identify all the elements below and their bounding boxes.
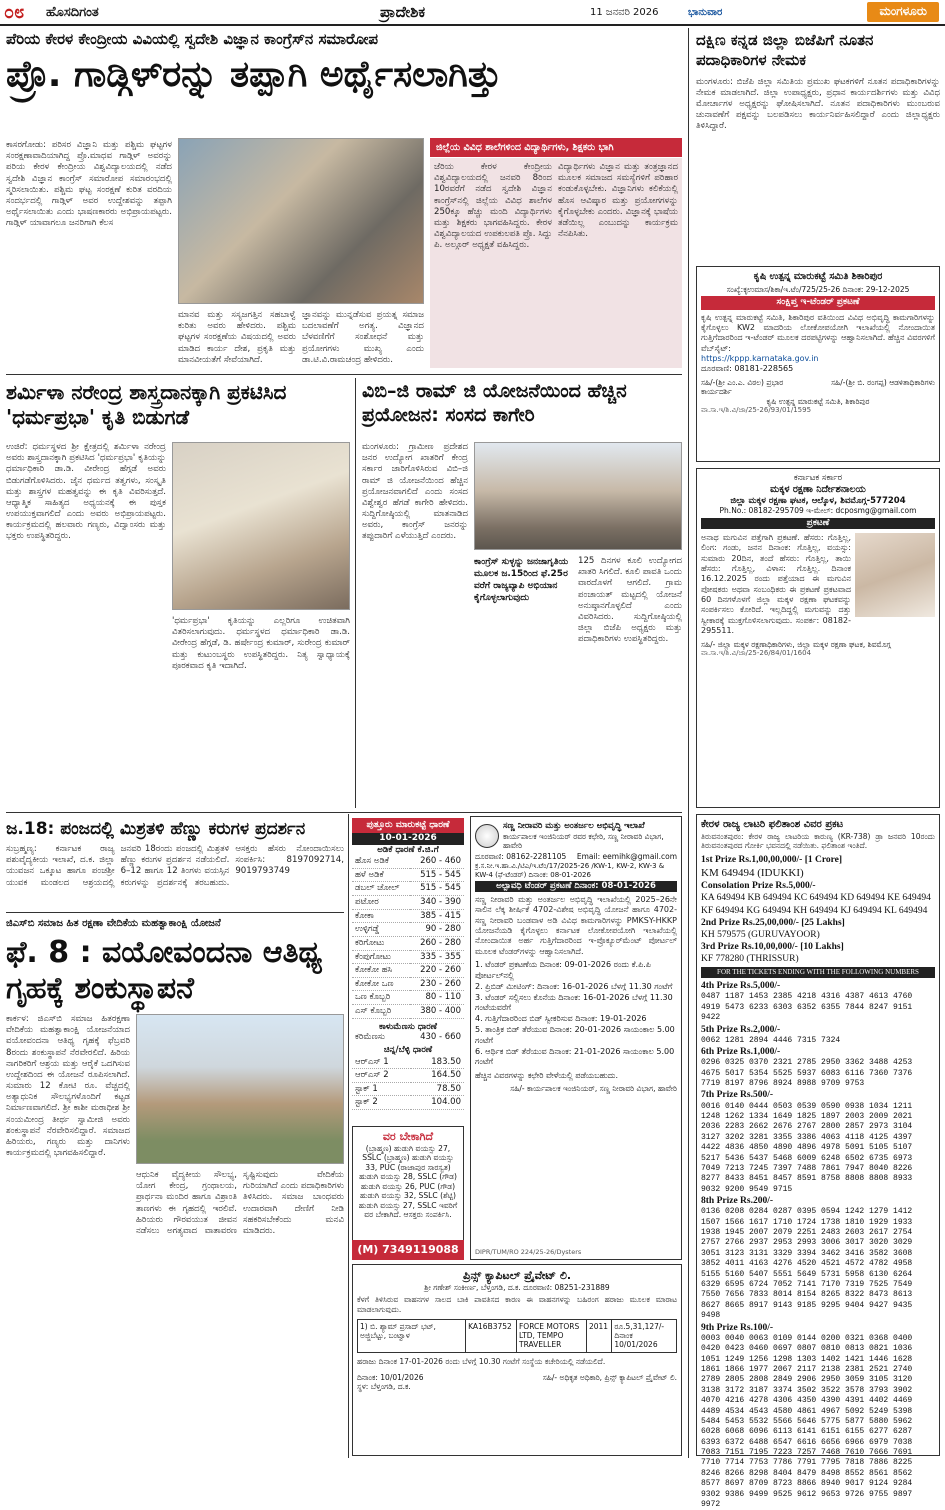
dharmaprabha-photo (172, 442, 350, 610)
bjp-body: ಮಂಗಳೂರು: ಬಿಜೆಪಿ ಜಿಲ್ಲಾ ಸಮಿತಿಯ ಪ್ರಮುಖ ಘಟಕಗಳಿಗೆ ನೂತನ ಪದಾಧಿಕಾರಿಗಳನ್ನು ನೇಮಕ ಮಾಡಲಾಗಿದೆ. ಜಿಲ್ಲಾ ಉಪಾಧ್ಯಕ್ಷರು, ಪ್ರಧಾನ ಕಾರ್ಯದರ್ಶಿಗಳು ಮತ್ತು ವಿವಿಧ ಮೋರ್ಚಾಗಳ ಅಧ್ಯಕ್ಷರನ್ನು ಘೋಷಿಸಲಾಗಿದೆ. ನೂತನ ಪದಾಧಿಕಾರಿಗಳು ಮುಂಬರುವ ಚುನಾವಣೆಗೆ ಪಕ್ಷವನ್ನು ಬಲಪಡಿಸಲು ಕಾರ್ಯನಿರ್ವಹಿಸಲಿದ್ದಾರೆ ಎಂದು ಜಿಲ್ಲಾಧ್ಯಕ್ಷರು ತಿಳಿಸಿದ್ದಾರೆ. (696, 76, 940, 132)
lead-headline: ಪ್ರೊ. ಗಾಡ್ಗಿಳ್‌ರನ್ನು ತಪ್ಪಾಗಿ ಅರ್ಥೈಸಲಾಗಿತ್ತು (6, 54, 502, 95)
irr-footer: ಹೆಚ್ಚಿನ ವಿವರಗಳನ್ನು ಕಛೇರಿ ವೇಳೆಯಲ್ಲಿ ಪಡೆಯಬಹುದು. (475, 1071, 618, 1081)
market-price: 340 - 390 (410, 896, 464, 910)
lottery-seventh-nos: 0016 0140 0444 0503 0539 0590 0938 1034 1211 1248 1262 1334 1649 1825 1897 2003 2009 2021 2036 2283 2662 2676 2767 2800 2857 2973 3104 3127 3202 3281 3355 3386 4063 4118 4125 4397 4422 4836 4850 4890 4896 4978 5091 5105 5107 5217 5436 5437 5468 6009 6248 6502 6735 6973 7049 7213 7245 7397 7488 7861 7947 8040 8226 8277 8433 8451 8457 8591 8758 8808 8808 8933 9032 9200 9549 9715 (701, 1101, 913, 1194)
irr-item: 6. ಆರ್ಥಿಕ ಬಿಡ್ ತೆರೆಯುವ ದಿನಾಂಕ: 21-01-2026 ಸಾಯಂಕಾಲ 5.00 ಗಂಟೆಗೆ (475, 1046, 675, 1067)
market-row (352, 964, 464, 978)
cp-title: ಪ್ರಕಟಣೆ (701, 518, 935, 529)
apmc-sign-2: ಸಹಿ/-(ಶ್ರೀ ಬಿ. ರಂಗಪ್ಪ) ಆಡಳಿತಾಧಿಕಾರಿಗಳು (831, 378, 935, 388)
apmc-link[interactable]: https://kppp.karnataka.gov.in (701, 354, 819, 364)
market-item: ಎಸ್ ಕೊಬ್ಬರಿ (352, 1005, 410, 1019)
irr-ref: ಕ್ರ.ಸ.ನೀ.ಇ.ಹಾ.ವಿ./ಟಿಎ/ಇ.ಟೆಂ/17/2025-26 /KW-1, KW-2, KW-3 & KW-4 (ಫೆ-ಟೆಂಡರ್) ದಿನಾಂಕ: 08-01-2026 (475, 861, 665, 879)
column-divider-2 (355, 378, 356, 808)
lottery-fifth: 5th Prize Rs.2,000/- (701, 1024, 781, 1035)
irr-code: DIPR/TUM/RO 224/25-26/Dysters (475, 1247, 582, 1256)
cp-org-1: ಕರ್ನಾಟಕ ಸರ್ಕಾರ (793, 473, 843, 483)
lottery-eighth-nos: 0136 0208 0284 0287 0395 0594 1242 1279 1412 1507 1566 1617 1710 1724 1738 1810 1929 1933 1938 1945 2007 2079 2251 2483 2603 2617 2754 2757 2766 2937 2953 2993 3006 3017 3020 3029 3051 3123 3131 3329 3394 3462 3416 3582 3608 3852 4011 4163 4276 4520 4521 4572 4782 4958 5155 5160 5407 5551 5649 5731 5958 6130 6264 6329 6595 6724 7052 7141 7170 7319 7525 7549 7550 7656 7833 8014 8154 8265 8322 8473 8613 8627 8665 8917 9143 9185 9295 9404 9427 9435 9498 (701, 1207, 913, 1321)
child-protection-notice (696, 468, 940, 808)
irr-sign: ಸಹಿ/- ಕಾರ್ಯಪಾಲಕ ಇಂಜಿನಿಯರ್, ಸಣ್ಣ ನೀರಾವರಿ ವಿಭಾಗ, ಹಾವೇರಿ (510, 1084, 677, 1094)
apmc-footer: ಕೃಷಿ ಉತ್ಪನ್ನ ಮಾರುಕಟ್ಟೆ ಸಮಿತಿ, ಶಿಕಾರಿಪುರ (766, 396, 870, 406)
calf-headline: ಜ.18: ಪಂಜದಲ್ಲಿ ಮಿಶ್ರತಳಿ ಹೆಣ್ಣು ಕರುಗಳ ಪ್ರದರ್ಶನ (6, 819, 306, 839)
cp-org-3: ಜಿಲ್ಲಾ ಮಕ್ಕಳ ರಕ್ಷಣಾ ಘಟಕ, ಆಲ್ಕೊಳ, ಶಿವಮೊಗ್ಗ-577204 (730, 495, 906, 506)
auction-table-row (357, 1319, 677, 1353)
irr-item: 4. ಗುತ್ತಿಗೆದಾರರಿಂದ ಬಿಡ್ ಸ್ವೀಕರಿಸುವ ದಿನಾಂಕ: 19-01-2026 (475, 1014, 647, 1024)
gold-price: 164.50 (411, 1069, 464, 1083)
irr-org: ಸಣ್ಣ ನೀರಾವರಿ ಮತ್ತು ಅಂತರ್ಜಲ ಅಭಿವೃದ್ಧಿ ಇಲಾಖೆ (503, 821, 645, 831)
market-price: 260 - 460 (410, 855, 464, 868)
wanted-body: (ಬ್ರಾಹ್ಮಣ) ಹುಡುಗಿ ವಯಸ್ಸು 27, SSLC (ಬ್ರಾಹ್ಮಣ) ಹುಡುಗಿ ವಯಸ್ಸು 33, PUC (ರಾಜಾಪುರ ಸಾರಸ್ವತ) ಹುಡುಗಿ ವಯಸ್ಸು 28, SSLC (ಗೌಡ) ಹುಡುಗಿ ವಯಸ್ಸು 26, PUC (ಗೌಡ) ಹುಡುಗಿ ವಯಸ್ಸು 32, SSLC (ಶೆಟ್ಟಿ) ಹುಡುಗಿ ವಯಸ್ಸು 27, SSLC ಇವರಿಗೆ ವರ ಬೇಕಾಗಿದೆ. ಆಸಕ್ತರು ಸಂಪರ್ಕಿಸಿ. (358, 1143, 458, 1220)
market-price: 515 - 545 (410, 882, 464, 896)
section-title: ಪ್ರಾದೇಶಿಕ (380, 3, 426, 21)
market-title: ಪುತ್ತೂರು ಮಾರುಕಟ್ಟೆ ಧಾರಣೆ (352, 818, 464, 833)
wanted-phone: (M) 7349119088 (352, 1240, 464, 1260)
wanted-title: ವರ ಬೇಕಾಗಿದೆ (382, 1130, 434, 1143)
vayo-kicker: ಜಿಎಸ್‌ಬಿ ಸಮಾಜ ಹಿತ ರಕ್ಷಣಾ ವೇದಿಕೆಯ ಮಹತ್ವಾಕಾಂಕ್ಷಿ ಯೋಜನೆ (6, 918, 221, 929)
child-photo (855, 533, 935, 617)
lottery-results (696, 814, 940, 1510)
vbg-body: ಮಂಗಳೂರು: ಗ್ರಾಮೀಣ ಪ್ರದೇಶದ ಜನರ ಉದ್ಯೋಗ ಖಾತರಿಗೆ ಕೇಂದ್ರ ಸರ್ಕಾರ ಜಾರಿಗೊಳಿಸಿರುವ ವಿಬಿ–ಜಿ ರಾಮ್ ಜಿ ಯೋಜನೆಯಿಂದ ಹೆಚ್ಚಿನ ಪ್ರಯೋಜನವಾಗಲಿದೆ ಎಂದು ಸಂಸದ ವಿಶ್ವೇಶ್ವರ ಹೆಗಡೆ ಕಾಗೇರಿ ಹೇಳಿದರು. ಸುದ್ದಿಗೋಷ್ಠಿಯಲ್ಲಿ ಮಾತನಾಡಿದ ಅವರು, ಕಾಂಗ್ರೆಸ್ ಜನರನ್ನು ತಪ್ಪುದಾರಿಗೆ ಎಳೆಯುತ್ತಿದೆ ಎಂದರು. (362, 442, 468, 542)
vayo-headline: ಫೆ. 8 : ವಯೋವಂದನಾ ಆತಿಥ್ಯ ಗೃಹಕ್ಕೆ ಶಂಕುಸ್ಥಾಪನೆ (6, 934, 323, 1006)
market-table (352, 855, 464, 1019)
auction-borrower: 1) ಬಿ. ಶ್ಯಾಮ್ ಪ್ರಸಾದ್ ಭಟ್, ಅಜ್ಜಿಬೆಟ್ಟು, ಬಂಟ್ವಾಳ (358, 1320, 466, 1352)
lottery-fourth-nos: 0487 1187 1453 2385 4218 4316 4387 4613 4760 4919 5473 6233 6303 6352 6355 7844 8247 9151 9422 (701, 992, 913, 1023)
lottery-sixth-nos: 0296 0325 0370 2321 2785 2950 3362 3488 4253 4675 5017 5354 5525 5937 6083 6116 7360 7376 7719 8197 8796 8924 8988 9709 9753 (701, 1058, 913, 1089)
section-rule (6, 374, 682, 375)
lottery-sixth: 6th Prize Rs.1,000/- (701, 1047, 781, 1058)
cp-sign: ಸಹಿ/- ಜಿಲ್ಲಾ ಮಕ್ಕಳ ರಕ್ಷಣಾಧಿಕಾರಿಗಳು, ಜಿಲ್ಲಾ ಮಕ್ಕಳ ರಕ್ಷಣಾ ಘಟಕ, ಶಿವಮೊಗ್ಗ (701, 639, 891, 649)
market-price: 90 - 280 (410, 923, 464, 937)
lottery-third-no: KF 778280 (THRISSUR) (701, 954, 799, 965)
cp-org-2: ಮಕ್ಕಳ ರಕ್ಷಣಾ ನಿರ್ದೇಶನಾಲಯ (770, 483, 866, 495)
irr-phone: ದೂರವಾಣಿ: 08162-2281105 (475, 852, 567, 862)
gold-item: ಆರ್‌ಎಸ್ 1 (352, 1056, 411, 1069)
column-divider-3 (348, 814, 349, 1458)
gold-item: ಸ್ಟಾಕ್ 1 (352, 1082, 411, 1096)
calf-body: ಸುಬ್ರಹ್ಮಣ್ಯ: ಕರ್ನಾಟಕ ರಾಜ್ಯ ಪಶುವೈದ್ಯಕೀಯ ಇಲಾಖೆ, ದ.ಕ. ಜಿಲ್ಲಾ ಯುವಜನ ಒಕ್ಕೂಟ ಹಾಗೂ ಪಂಚಶ್ರೀ ಯುವಕ ಮಂಡಲದ ಆಶ್ರಯದಲ್ಲಿ ಜನವರಿ 18ರಂದು ಪಂಜದಲ್ಲಿ ಮಿಶ್ರತಳಿ ಹೆಣ್ಣು ಕರುಗಳ ಪ್ರದರ್ಶನ ನಡೆಯಲಿದೆ. 6–12 ಹಾಗೂ 12 ತಿಂಗಳು ವಯಸ್ಸಿನ ಕರುಗಳನ್ನು ಪ್ರದರ್ಶನಕ್ಕೆ ತರಬಹುದು. ಆಸಕ್ತರು ಹೆಸರು ನೋಂದಾಯಿಸಲು ಸಂಪರ್ಕಿಸಿ: 8197092714, 9019793749 (6, 844, 344, 888)
vbg-headline: ವಿಬಿ–ಜಿ ರಾಮ್ ಜಿ ಯೋಜನೆಯಿಂದ ಹೆಚ್ಚಿನ ಪ್ರಯೋಜನ: ಸಂಸದ ಕಾಗೇರಿ (362, 380, 627, 426)
market-row (352, 882, 464, 896)
apmc-ref: ಸಂಖ್ಯೆ:ಕೃಉಮಾಸ/ಶಿಕಾ/ಇ.ಟೆಂ/725/25-26 ದಿನಾಂಕ: 29-12-2025 (726, 284, 910, 294)
page-number: ೦೮ (4, 2, 25, 23)
pepper-title: ಕಾಳುಮೆಣಸು ಧಾರಣೆ (379, 1021, 437, 1032)
lead-photo-banner: ಜಿಲ್ಲೆಯ ವಿವಿಧ ಶಾಲೆಗಳಿಂದ ವಿದ್ಯಾರ್ಥಿಗಳು, ಶಿಕ್ಷಕರು ಭಾಗಿ (430, 138, 682, 157)
apmc-sign-1: ಸಹಿ/-(ಶ್ರೀ ಎಂ.ಎ. ವಿಠಲ) ಪ್ರಭಾರ ಕಾರ್ಯದರ್ಶಿ (701, 378, 784, 397)
market-row (352, 1005, 464, 1019)
auction-place: ಸ್ಥಳ: ಬೆಳ್ತಂಗಡಿ, ದ.ಕ. (357, 1381, 411, 1391)
lottery-eighth: 8th Prize Rs.200/- (701, 1196, 774, 1207)
market-row (352, 936, 464, 950)
market-item: ಕರಿಗೋಟು (352, 936, 410, 950)
gold-row (352, 1082, 464, 1096)
market-price: 385 - 415 (410, 909, 464, 923)
gold-table (352, 1056, 464, 1111)
section-rule-2 (6, 812, 682, 813)
lead-story (6, 30, 682, 370)
market-price: 220 - 260 (410, 964, 464, 978)
vayo-body: ಕಾರ್ಕಳ: ಜಿಎಸ್‌ಬಿ ಸಮಾಜ ಹಿತರಕ್ಷಣಾ ವೇದಿಕೆಯ ಮಹತ್ವಾಕಾಂಕ್ಷಿ ಯೋಜನೆಯಾದ ವಯೋವಂದನಾ ಆತಿಥ್ಯ ಗೃಹಕ್ಕೆ ಫೆಬ್ರವರಿ 8ರಂದು ಶಂಕುಸ್ಥಾಪನೆ ನೆರವೇರಲಿದೆ. ಹಿರಿಯ ನಾಗರಿಕರಿಗೆ ಆಶ್ರಯ ಮತ್ತು ಆರೈಕೆ ಒದಗಿಸುವ ಉದ್ದೇಶದಿಂದ ಈ ಯೋಜನೆ ರೂಪಿಸಲಾಗಿದೆ. ಸುಮಾರು 12 ಕೋಟಿ ರೂ. ವೆಚ್ಚದಲ್ಲಿ ಅತ್ಯಾಧುನಿಕ ಸೌಲಭ್ಯಗಳೊಂದಿಗೆ ಕಟ್ಟಡ ನಿರ್ಮಾಣವಾಗಲಿದೆ. ಶ್ರೀ ಕಾಶೀ ಮಠಾಧೀಶ ಶ್ರೀ ಸಂಯಮೀಂದ್ರ ತೀರ್ಥ ಸ್ವಾಮೀಜಿ ಅವರು ಶಂಕುಸ್ಥಾಪನೆ ನೆರವೇರಿಸಲಿದ್ದಾರೆ. ಸಮಾಜದ ಹಿರಿಯರು, ಗಣ್ಯರು ಮತ್ತು ದಾನಿಗಳು ಕಾರ್ಯಕ್ರಮದಲ್ಲಿ ಭಾಗವಹಿಸಲಿದ್ದಾರೆ. (6, 1014, 130, 1159)
market-item: ಕೋಕೋ ಹಸಿ (352, 964, 410, 978)
market-row (352, 896, 464, 910)
bjp-story (696, 30, 940, 262)
lottery-second: 2nd Prize Rs.25,00,000/- [25 Lakhs] (701, 917, 845, 928)
market-item: ಒಣ ಕೊಬ್ಬರಿ (352, 991, 410, 1005)
irr-org-2: ಕಾರ್ಯಪಾಲಕ ಇಂಜಿನಿಯರ್ ರವರ ಕಛೇರಿ, ಸಣ್ಣ ನೀರಾವರಿ ವಿಭಾಗ, ಹಾವೇರಿ (503, 831, 664, 850)
vbg-subhead: ಕಾಂಗ್ರೆಸ್ ಸುಳ್ಳನ್ನು ಜನಜಾಗೃತಿಯ ಮೂಲಕ ಜ.15ರಿಂದ ಫೆ.25ರ ವರೆಗೆ ರಾಜ್ಯವ್ಯಾಪಿ ಅಭಿಯಾನ ಕೈಗೊಳ್ಳಲಾಗುವುದು (474, 557, 569, 604)
irr-item: 3. ಟೆಂಡರ್ ಸಲ್ಲಿಸಲು ಕೊನೆಯ ದಿನಾಂಕ: 16-01-2026 ಬೆಳಗ್ಗೆ 11.30 ಗಂಟೆಯವರೆಗೆ (475, 992, 673, 1013)
gold-item: ಆರ್‌ಎಸ್ 2 (352, 1069, 411, 1083)
brand-name: ಹೊಸದಿಗಂತ (46, 5, 99, 20)
irr-items (475, 960, 677, 1068)
pepper-label: ಕರಿಮೆಣಸು (355, 1032, 385, 1043)
auction-reg-no: KA16B3752 (466, 1320, 517, 1352)
irr-title: ಅಲ್ಪಾವಧಿ ಟೆಂಡರ್ ಪ್ರಕಟಣೆ ದಿನಾಂಕ: 08-01-2026 (475, 881, 677, 892)
market-item: ಕೋಕಾ (352, 909, 410, 923)
lottery-first: 1st Prize Rs.1,00,00,000/- [1 Crore] (701, 855, 843, 865)
lottery-second-no: KH 579575 (GURUVAYOOR) (701, 929, 820, 940)
market-row (352, 977, 464, 991)
auction-footer: ಹರಾಜು ದಿನಾಂಕ 17-01-2026 ರಂದು ಬೆಳಗ್ಗೆ 10.30 ಗಂಟೆಗೆ ಸಂಸ್ಥೆಯ ಕಚೇರಿಯಲ್ಲಿ ನಡೆಯಲಿದೆ. (357, 1356, 606, 1366)
cp-body: ಅನಾಥ ಮಗುವಿನ ಪತ್ತೆಗಾಗಿ ಪ್ರಕಟಣೆ. ಹೆಸರು: ಗೊತ್ತಿಲ್ಲ, ಲಿಂಗ: ಗಂಡು, ಜನನ ದಿನಾಂಕ: ಗೊತ್ತಿಲ್ಲ, ವಯಸ್ಸು: ಸುಮಾರು 20ದಿನ, ತಂದೆ ಹೆಸರು: ಗೊತ್ತಿಲ್ಲ, ತಾಯಿ ಹೆಸರು: ಗೊತ್ತಿಲ್ಲ, ವಿಳಾಸ: ಗೊತ್ತಿಲ್ಲ. ದಿನಾಂಕ 16.12.2025 ರಂದು ಪತ್ತೆಯಾದ ಈ ಮಗುವಿನ ಪೋಷಕರು ಅಥವಾ ಸಂಬಂಧಿಕರು ಈ ಪ್ರಕಟಣೆ ಪ್ರಕಟವಾದ 60 ದಿನಗಳೊಳಗೆ ಜಿಲ್ಲಾ ಮಕ್ಕಳ ರಕ್ಷಣಾ ಘಟಕವನ್ನು ಸಂಪರ್ಕಿಸಲು ಕೋರಿದೆ. ಇಲ್ಲದಿದ್ದಲ್ಲಿ ಮಗುವನ್ನು ದತ್ತು ಸ್ವೀಕಾರಕ್ಕೆ ಮುಕ್ತಗೊಳಿಸಲಾಗುವುದು. ಸಂಪರ್ಕ: 08182-295511. (701, 532, 851, 636)
auction-notice (352, 1264, 682, 1456)
lottery-title: ಕೇರಳ ರಾಜ್ಯ ಲಾಟರಿ ಫಲಿತಾಂಶ ವಿವರ ಪ್ರಕಟ (701, 819, 844, 830)
lottery-ninth-nos: 0003 0040 0063 0109 0144 0200 0321 0368 0400 0420 0423 0460 0697 0807 0810 0813 0821 1036 1051 1249 1256 1298 1303 1402 1421 1446 1628 1861 1866 1977 2067 2117 2138 2381 2521 2740 2789 2805 2808 2849 2906 2950 3059 3105 3120 3138 3172 3187 3374 3502 3522 3578 3793 3902 4070 4216 4278 4306 4350 4390 4391 4402 4469 4489 4534 4543 4580 4861 4967 5092 5249 5398 5484 5453 5532 5566 5646 5775 5877 5880 5962 6028 6068 6096 6113 6141 6151 6155 6277 6287 6393 6372 6488 6547 6616 6656 6966 6979 7038 7083 7151 7195 7223 7257 7468 7610 7666 7691 7710 7714 7753 7786 7791 7795 7818 7886 8225 8246 8266 8298 8404 8479 8498 8552 8561 8562 8577 8697 8709 8723 8866 8940 9017 9124 9284 9302 9386 9499 9525 9612 9653 9726 9755 9897 9972 (701, 1333, 913, 1510)
irr-item: 1. ಟೆಂಡರ್ ಪ್ರಕಟಣೆಯ ದಿನಾಂಕ: 09-01-2026 ರಂದು ಕೆ.ಪಿ.ಪಿ ಪೋರ್ಟಲ್‌ನಲ್ಲಿ (475, 960, 651, 981)
market-row (352, 991, 464, 1005)
market-item: ಕೋಕೋ ಒಣ (352, 977, 410, 991)
pepper-value: 430 - 660 (420, 1032, 461, 1043)
lead-col-2: ಮಾನವ ಮತ್ತು ಸಸ್ಯಜಗತ್ತಿನ ಸಹಬಾಳ್ವೆ ಕುರಿತು ಅವರು ಹೇಳಿದರು. ಪಶ್ಚಿಮ ಘಟ್ಟಗಳ ಸಂರಕ್ಷಣೆಯ ವಿಷಯದಲ್ಲಿ ಅವರು ಮಾಡಿದ ಕಾರ್ಯ ದೇಶ, ಪ್ರಕೃತಿ ಮತ್ತು ಮಾನವೀಯತೆಗೆ ಸೇವೆಯಾಗಿದೆ. (178, 310, 296, 365)
market-item: ಉಳ್ಳಿಗಡ್ಡೆ (352, 923, 410, 937)
lead-col-5: ವಿದ್ಯಾರ್ಥಿಗಳು ವಿಜ್ಞಾನ ಮತ್ತು ತಂತ್ರಜ್ಞಾನದ ಮೂಲಕ ಸಮಾಜದ ಸಮಸ್ಯೆಗಳಿಗೆ ಪರಿಹಾರ ಕಂಡುಕೊಳ್ಳಬೇಕು. ವಿಜ್ಞಾನಿಗಳು ಕಲಿಕೆಯಲ್ಲಿ ಹೊಸ ಆವಿಷ್ಕಾರ ಮತ್ತು ಪ್ರಯೋಗಗಳನ್ನು ಕೈಗೊಳ್ಳಬೇಕು ಎಂದರು. ವಿಜ್ಞಾನಕ್ಕೆ ಭಾಷೆಯ ತಡೆಯಿಲ್ಲ ಎಂಬುದನ್ನು ಕಾರ್ಯಕ್ರಮ ನೆನಪಿಸಿತು. (558, 162, 678, 240)
dharmaprabha-body: ಉಜಿರೆ: ಧರ್ಮಸ್ಥಳದ ಶ್ರೀ ಕ್ಷೇತ್ರದಲ್ಲಿ ಶರ್ಮಿಳಾ ನರೇಂದ್ರ ಅವರು ಶಾಸ್ತ್ರದಾನಕ್ಕಾಗಿ ಪ್ರಕಟಿಸಿದ 'ಧರ್ಮಪ್ರಭಾ' ಕೃತಿಯನ್ನು ಧರ್ಮಾಧಿಕಾರಿ ಡಾ.ಡಿ. ವೀರೇಂದ್ರ ಹೆಗ್ಗಡೆ ಅವರು ಬಿಡುಗಡೆಗೊಳಿಸಿದರು. ಜೈನ ಧರ್ಮದ ತತ್ವಗಳು, ಸಂಸ್ಕೃತಿ ಮತ್ತು ಶಾಸ್ತ್ರಗಳ ಮಹತ್ವವನ್ನು ಈ ಕೃತಿ ವಿವರಿಸುತ್ತದೆ. ಆಧ್ಯಾತ್ಮಿಕ ಸಾಹಿತ್ಯದ ಅಧ್ಯಯನಕ್ಕೆ ಈ ಪುಸ್ತಕ ಉಪಯುಕ್ತವಾಗಲಿದೆ ಎಂದು ಅವರು ಅಭಿಪ್ರಾಯಪಟ್ಟರು. ಕಾರ್ಯಕ್ರಮದಲ್ಲಿ ಹಲವಾರು ಗಣ್ಯರು, ವಿದ್ವಾಂಸರು ಮತ್ತು ಭಕ್ತರು ಉಪಸ್ಥಿತರಿದ್ದರು. (6, 442, 166, 542)
irrigation-tender (470, 816, 682, 1260)
dharmaprabha-body-2: 'ಧರ್ಮಪ್ರಭಾ' ಕೃತಿಯನ್ನು ಎಲ್ಲರಿಗೂ ಉಚಿತವಾಗಿ ವಿತರಿಸಲಾಗುವುದು. ಧರ್ಮಸ್ಥಳದ ಧರ್ಮಾಧಿಕಾರಿ ಡಾ.ಡಿ. ವೀರೇಂದ್ರ ಹೆಗ್ಗಡೆ, ಡಿ. ಹರ್ಷೇಂದ್ರ ಕುಮಾರ್, ಸುರೇಂದ್ರ ಕುಮಾರ್ ಮತ್ತು ಕುಟುಂಬಸ್ಥರು ಉಪಸ್ಥಿತರಿದ್ದರು. ನಿತ್ಯ ಸ್ವಾಧ್ಯಾಯಕ್ಕೆ ಪೂರಕವಾದ ಕೃತಿ ಇದಾಗಿದೆ. (172, 616, 350, 671)
market-price: 260 - 280 (410, 936, 464, 950)
market-row (352, 923, 464, 937)
auction-address: ಶ್ರೀ ಗಣೇಶ್ ಸಂಕೀರ್ಣ, ಬೆಳ್ತಂಗಡಿ, ದ.ಕ. ದೂರವಾಣಿ: 08251-231889 (424, 1282, 610, 1292)
lottery-third: 3rd Prize Rs.10,00,000/- [10 Lakhs] (701, 942, 844, 953)
auction-sign: ಸಹಿ/- ಅಧಿಕೃತ ಅಧಿಕಾರಿ, ಪ್ರಿನ್ಸ್ ಕ್ಯಾಪಿಟಲ್ ಪ್ರೈವೇಟ್ ಲಿ. (542, 1372, 677, 1382)
lottery-seventh: 7th Prize Rs.500/- (701, 1090, 774, 1101)
lottery-fourth: 4th Prize Rs.5,000/- (701, 981, 781, 992)
section-rule-3 (6, 912, 344, 913)
auction-body: ಕೆಳಗೆ ತಿಳಿಸಿರುವ ವಾಹನಗಳ ಸಾಲದ ಬಾಕಿ ಪಾವತಿಸದ ಕಾರಣ ಈ ವಾಹನಗಳನ್ನು ಬಹಿರಂಗ ಹರಾಜು ಮೂಲಕ ಮಾರಾಟ ಮಾಡಲಾಗುವುದು. (357, 1295, 677, 1314)
auction-date: ದಿನಾಂಕ: 10/01/2026 (357, 1372, 424, 1382)
market-subtitle: ಅಡಿಕೆ ಧಾರಣೆ ಕೆ.ಜಿ.ಗೆ (377, 844, 439, 855)
market-item: ಡಬಲ್ ಚೋಲ್ (352, 882, 410, 896)
lottery-ninth: 9th Prize Rs.100/- (701, 1322, 774, 1333)
wanted-ad (352, 1126, 464, 1258)
gold-price: 183.50 (411, 1056, 464, 1069)
lead-col-3: ಜ್ಞಾನವನ್ನು ಮುನ್ನಡೆಸುವ ಪ್ರಯತ್ನ ಸಮಾಜ ಬದಲಾವಣೆಗೆ ಅಗತ್ಯ. ವಿಜ್ಞಾನದ ಬೆಳವಣಿಗೆಗೆ ಸಂಶೋಧನೆ ಮತ್ತು ಪ್ರಯೋಗಗಳು ಮುಖ್ಯ ಎಂದು ಡಾ.ಟಿ.ವಿ.ರಾಮಚಂದ್ರ ಹೇಳಿದರು. (302, 310, 424, 365)
vayovandana-story (6, 918, 344, 1456)
gold-row (352, 1056, 464, 1069)
market-item: ಕೆಂಪುಗೋಟು (352, 950, 410, 964)
irr-email: Email: eemihk@gmail.com (576, 852, 677, 862)
calf-show-story (6, 818, 344, 910)
irr-item: 5. ತಾಂತ್ರಿಕ ಬಿಡ್ ತೆರೆಯುವ ದಿನಾಂಕ: 20-01-2026 ಸಾಯಂಕಾಲ 5.00 ಗಂಟೆಗೆ (475, 1025, 675, 1045)
irr-body: ಸಣ್ಣ ನೀರಾವರಿ ಮತ್ತು ಅಂತರ್ಜಲ ಅಭಿವೃದ್ಧಿ ಇಲಾಖೆಯಲ್ಲಿ 2025–26ನೇ ಸಾಲಿನ ಲೆಕ್ಕ ಶೀರ್ಷಿಕೆ 4702-ವಿಶೇಷ ಅಭಿವೃದ್ಧಿ ಯೋಜನೆ ಹಾಗೂ 4702-ಸಣ್ಣ ನೀರಾವರಿ ಬಂಡವಾಳ ಅಡಿ ವಿವಿಧ ಕಾಮಗಾರಿಗಳನ್ನು PMKSY-HKKP ಯೋಜನೆಯಡಿ ಕೈಗೊಳ್ಳಲು ಕರ್ನಾಟಕ ಲೋಕೋಪಯೋಗಿ ಇಲಾಖೆಯಲ್ಲಿ ನೋಂದಾಯಿತ ಅರ್ಹ ಗುತ್ತಿಗೆದಾರರಿಂದ ಇ-ಪ್ರೊಕ್ಯೂರ್‌ಮೆಂಟ್ ಪೋರ್ಟಲ್ ಮೂಲಕ ಟೆಂಡರ್‌ಗಳನ್ನು ಆಹ್ವಾನಿಸಲಾಗಿದೆ. (475, 894, 677, 956)
lead-photo (178, 138, 424, 304)
govt-emblem-icon (475, 824, 499, 848)
market-row (352, 950, 464, 964)
cp-contact: Ph.No.: 08182-295709 ಇ-ಮೇಲ್: dcposmg@gmail.com (719, 506, 917, 516)
lead-sidebar (430, 158, 682, 368)
apmc-org: ಕೃಷಿ ಉತ್ಪನ್ನ ಮಾರುಕಟ್ಟೆ ಸಮಿತಿ ಶಿಕಾರಿಪುರ (753, 271, 883, 282)
auction-company: ಪ್ರಿನ್ಸ್ ಕ್ಯಾಪಿಟಲ್ ಪ್ರೈವೇಟ್ ಲಿ. (462, 1269, 572, 1282)
vayo-building-photo (136, 1014, 344, 1164)
issue-date: 11 ಜನವರಿ 2026 (590, 7, 659, 18)
lead-col-1: ಕಾಸರಗೋಡು: ಪರಿಸರ ವಿಜ್ಞಾನಿ ಮತ್ತು ಪಶ್ಚಿಮ ಘಟ್ಟಗಳ ಸಂರಕ್ಷಣಾವಾದಿಯಾಗಿದ್ದ ಪ್ರೊ.ಮಾಧವ ಗಾಡ್ಗಿಳ್ ಅವರನ್ನು ಪರಿಯ ಕೇರಳ ಕೇಂದ್ರೀಯ ವಿಶ್ವವಿದ್ಯಾಲಯದಲ್ಲಿ ನಡೆದ ಸ್ವದೇಶಿ ವಿಜ್ಞಾನ ಕಾಂಗ್ರೆಸ್ ಸಮಾರೋಪ ಸಮಾರಂಭದಲ್ಲಿ ಸ್ಮರಿಸಲಾಯಿತು. ಪಶ್ಚಿಮ ಘಟ್ಟ ಸಂರಕ್ಷಣೆ ಕುರಿತ ವರದಿಯ ಸಂದರ್ಭದಲ್ಲಿ ಗಾಡ್ಗಿಳ್ ಅವರ ಉದ್ದೇಶವನ್ನು ತಪ್ಪಾಗಿ ಅರ್ಥೈಸಲಾಯಿತು ಎಂದು ಭಾಷಣಕಾರರು ಅಭಿಪ್ರಾಯಪಟ್ಟರು. ಗಾಡ್ಗಿಳ್ ಯಾವಾಗಲೂ ಜನರಿಗಾಗಿ ಕೆಲಸ (6, 140, 172, 229)
dharmaprabha-story (6, 380, 350, 808)
page-header (0, 0, 945, 26)
market-date: 10-01-2026 (352, 833, 464, 844)
market-item: ಪಟೋರ (352, 896, 410, 910)
lottery-fifth-nos: 0062 1281 2894 4446 7315 7324 (701, 1035, 841, 1045)
gold-title: ಚಿನ್ನ/ಬೆಳ್ಳಿ ಧಾರಣೆ (383, 1044, 433, 1055)
market-row (352, 909, 464, 923)
auction-vehicle: FORCE MOTORS LTD, TEMPO TRAVELLER (517, 1320, 587, 1352)
city-badge: ಮಂಗಳೂರು (867, 2, 939, 22)
apmc-body: ಕೃಷಿ ಉತ್ಪನ್ನ ಮಾರುಕಟ್ಟೆ ಸಮಿತಿ, ಶಿಕಾರಿಪುರ ವತಿಯಿಂದ ವಿವಿಧ ಅಭಿವೃದ್ಧಿ ಕಾಮಗಾರಿಗಳನ್ನು ಕೈಗೊಳ್ಳಲು KW2 ಮಾದರಿಯ ಲೋಕೋಪಯೋಗಿ ಇಲಾಖೆಯಲ್ಲಿ ನೋಂದಾಯಿತ ಗುತ್ತಿಗೆದಾರರಿಂದ ಇ-ಟೆಂಡರ್ ಮೂಲಕ ದರಪಟ್ಟಿಗಳನ್ನು ಆಹ್ವಾನಿಸಲಾಗಿದೆ. ಹೆಚ್ಚಿನ ವಿವರಗಳಿಗೆ ವೆಬ್‌ಸೈಟ್: (701, 312, 935, 353)
column-divider (688, 28, 689, 1458)
vayo-body-2: ಆಧುನಿಕ ವೈದ್ಯಕೀಯ ಸೌಲಭ್ಯ, ಯೋಗ ಕೇಂದ್ರ, ಗ್ರಂಥಾಲಯ, ಪ್ರಾರ್ಥನಾ ಮಂದಿರ ಹಾಗೂ ವಿಶ್ರಾಂತಿ ತಾಣಗಳು ಈ ಗೃಹದಲ್ಲಿ ಇರಲಿವೆ. ಹಿರಿಯರು ಗೌರವಯುತ ಜೀವನ ನಡೆಸಲು ಅಗತ್ಯವಾದ ವಾತಾವರಣ ಸೃಷ್ಟಿಸುವುದು ವೇದಿಕೆಯ ಗುರಿಯಾಗಿದೆ ಎಂದು ಪದಾಧಿಕಾರಿಗಳು ತಿಳಿಸಿದರು. ಸಮಾಜ ಬಾಂಧವರು ಉದಾರವಾಗಿ ದೇಣಿಗೆ ನೀಡಿ ಸಹಕರಿಸಬೇಕೆಂದು ಮನವಿ ಮಾಡಿದರು. (136, 1170, 344, 1236)
lead-col-4: ಜೆರಿಯ ಕೇರಳ ಕೇಂದ್ರೀಯ ವಿಶ್ವವಿದ್ಯಾಲಯದಲ್ಲಿ ಜನವರಿ 8ರಿಂದ 10ರವರೆಗೆ ನಡೆದ ಸ್ವದೇಶಿ ವಿಜ್ಞಾನ ಕಾಂಗ್ರೆಸ್‌ನಲ್ಲಿ ಜಿಲ್ಲೆಯ ವಿವಿಧ ಶಾಲೆಗಳ 250ಕ್ಕೂ ಹೆಚ್ಚು ಮಂದಿ ವಿದ್ಯಾರ್ಥಿಗಳು ಮತ್ತು ಶಿಕ್ಷಕರು ಭಾಗವಹಿಸಿದ್ದರು. ಕೇರಳ ವಿಶ್ವವಿದ್ಯಾಲಯದ ಉಪಕುಲಪತಿ ಪ್ರೊ. ಸಿದ್ದು ಪಿ. ಅಲ್ಗೂರ್ ಅಧ್ಯಕ್ಷತೆ ವಹಿಸಿದ್ದರು. (434, 162, 552, 251)
bjp-headline: ದಕ್ಷಿಣ ಕನ್ನಡ ಜಿಲ್ಲಾ ಬಿಜೆಪಿಗೆ ನೂತನ ಪದಾಧಿಕಾರಿಗಳ ನೇಮಕ (696, 31, 874, 70)
market-item: ಹಳೆ ಅಡಿಕೆ (352, 868, 410, 882)
gold-price: 78.50 (411, 1082, 464, 1096)
auction-year: 2011 (587, 1320, 612, 1352)
lottery-intro: ತಿರುವನಂತಪುರಂ: ಕೇರಳ ರಾಜ್ಯ ಲಾಟರಿಯ ಕಾರುಣ್ಯ (KR-738) ಡ್ರಾ ಜನವರಿ 10ರಂದು ತಿರುವನಂತಪುರದ ಗೋರ್ಕಿ ಭವನದಲ್ಲಿ ನಡೆಯಿತು. ಫಲಿತಾಂಶ ಇಂತಿದೆ. (701, 831, 935, 851)
apmc-tender-notice (696, 266, 940, 462)
vbg-story (362, 380, 682, 808)
market-row (352, 868, 464, 882)
vbg-photo (474, 442, 682, 550)
apmc-phone: ದೂರವಾಣಿ: 08181-228565 (701, 364, 794, 374)
apmc-code: ವಾ.ಸಾ.ಇ/ಶಿ.ವಿ/ಜಾ/25-26/93/01/1595 (701, 406, 812, 415)
cp-code: ವಾ.ಸಾ.ಇ/ಶಿ.ವಿ/ಜಾ/25-26/84/01/1604 (701, 649, 812, 658)
vbg-body-2: 125 ದಿನಗಳ ಕೂಲಿ ಉದ್ಯೋಗದ ಖಾತರಿ ಸಿಗಲಿದೆ. ಕೂಲಿ ಪಾವತಿ ಒಂದು ವಾರದೊಳಗೆ ಆಗಲಿದೆ. ಗ್ರಾಮ ಪಂಚಾಯತ್ ಮಟ್ಟದಲ್ಲಿ ಯೋಜನೆ ಅನುಷ್ಠಾನಗೊಳ್ಳಲಿದೆ ಎಂದು ವಿವರಿಸಿದರು. ಸುದ್ದಿಗೋಷ್ಠಿಯಲ್ಲಿ ಜಿಲ್ಲಾ ಬಿಜೆಪಿ ಅಧ್ಯಕ್ಷರು ಮತ್ತು ಪದಾಧಿಕಾರಿಗಳು ಉಪಸ್ಥಿತರಿದ್ದರು. (578, 556, 682, 645)
dharmaprabha-headline: ಶರ್ಮಿಳಾ ನರೇಂದ್ರ ಶಾಸ್ತ್ರದಾನಕ್ಕಾಗಿ ಪ್ರಕಟಿಸಿದ 'ಧರ್ಮಪ್ರಭಾ' ಕೃತಿ ಬಿಡುಗಡೆ (6, 380, 287, 429)
irr-item: 2. ಪ್ರಿಬಿಡ್ ಮೀಟಿಂಗ್: ದಿನಾಂಕ: 16-01-2026 ಬೆಳಗ್ಗೆ 11.30 ಗಂಟೆಗೆ (475, 981, 673, 991)
gold-item: ಸ್ಟಾಕ್ 2 (352, 1096, 411, 1110)
market-price: 80 - 110 (410, 991, 464, 1005)
lead-kicker: ಪೆರಿಯ ಕೇರಳ ಕೇಂದ್ರೀಯ ವಿವಿಯಲ್ಲಿ ಸ್ವದೇಶಿ ವಿಜ್ಞಾನ ಕಾಂಗ್ರೆಸ್‌ನ ಸಮಾರೋಪ (6, 30, 379, 48)
issue-day: ಭಾನುವಾರ (688, 7, 723, 18)
market-price: 380 - 400 (410, 1005, 464, 1019)
gold-price: 104.00 (411, 1096, 464, 1110)
market-price: 335 - 355 (410, 950, 464, 964)
lottery-cons-nos: KA 649494 KB 649494 KC 649494 KD 649494 KE 649494 KF 649494 KG 649494 KH 649494 KJ 649494 KL 649494 (701, 893, 931, 916)
lottery-banner: FOR THE TICKETS ENDING WITH THE FOLLOWING NUMBERS (701, 967, 935, 978)
lottery-cons: Consolation Prize Rs.5,000/- (701, 881, 816, 892)
market-price: 230 - 260 (410, 977, 464, 991)
gold-row (352, 1069, 464, 1083)
market-row (352, 855, 464, 868)
market-price: 515 - 545 (410, 868, 464, 882)
apmc-title: ಸಂಕ್ಷಿಪ್ತ ಇ-ಟೆಂಡರ್ ಪ್ರಕಟಣೆ (701, 296, 935, 309)
gold-row (352, 1096, 464, 1110)
market-item: ಹೊಸ ಅಡಿಕೆ (352, 855, 410, 868)
lottery-first-no: KM 649494 (IDUKKI) (701, 867, 804, 880)
auction-amount: ರೂ.5,31,127/- ದಿನಾಂಕ 10/01/2026 (614, 1321, 665, 1350)
